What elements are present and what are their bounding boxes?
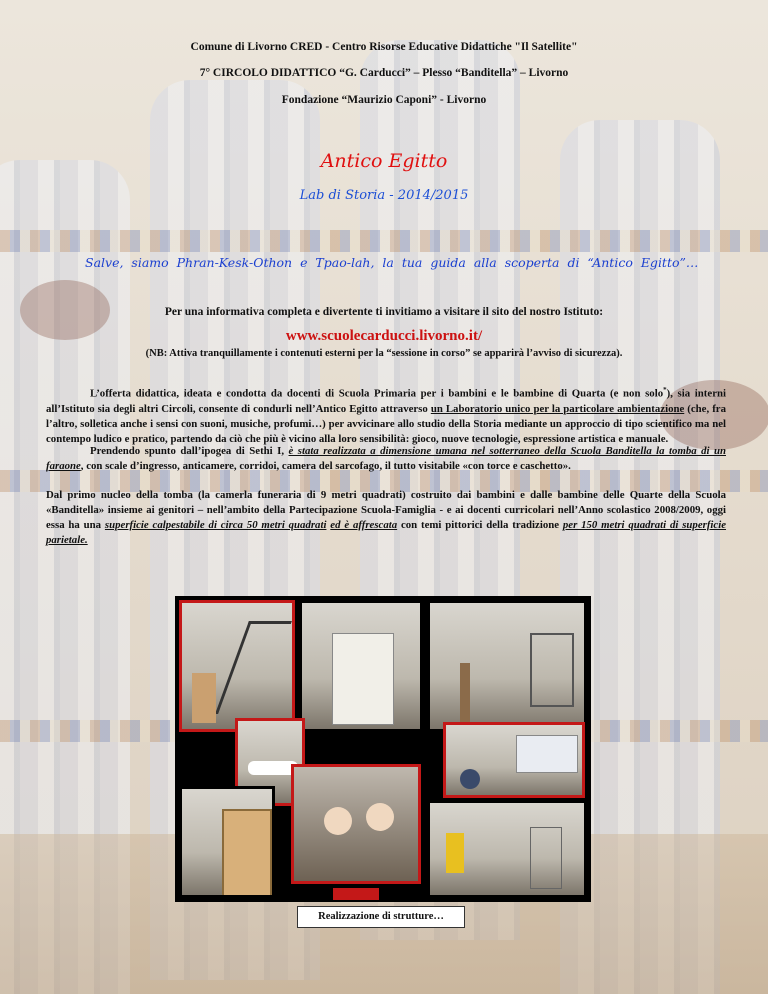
paragraph-tomb: Prendendo spunto dall’ipogea di Sethi I, è stata realizzata a dimensione umana nel sotterraneo della Scuola Banditella la tomba di un faraone, con scale d’ingresso, anticamere, corridoi, camera del sarcofago, il tutto visitabile «con torce e caschetto». xyxy=(46,445,726,472)
photo-collage xyxy=(175,596,591,902)
page-title: Antico Egitto xyxy=(320,150,448,172)
website-link[interactable]: www.scuolecarducci.livorno.it/ xyxy=(285,328,483,344)
page-subtitle: Lab di Storia - 2014/2015 xyxy=(299,188,469,203)
photo-children-room xyxy=(443,722,585,798)
photo-doorway xyxy=(299,600,423,732)
photo-shelves xyxy=(179,786,275,898)
header-line-3: Fondazione “Maurizio Caponi” - Livorno xyxy=(281,94,487,106)
security-note: (NB: Attiva tranquillamente i contenuti esterni per la “sessione in corso” se apparirà l’avviso di sicurezza). xyxy=(145,348,623,359)
header-line-2: 7° CIRCOLO DIDATTICO “G. Carducci” – Plesso “Banditella” – Livorno xyxy=(199,67,569,79)
paragraph-surface: Dal primo nucleo della tomba (la camerla funeraria di 9 metri quadrati) costruito dai bambini e dalle bambine delle Quarte della Scuola «Banditella» insieme ai genitori – nell’ambito della Partecipazione Scuola-Famiglia - e ai docenti curricolari nell’Anno scolastico 2008/2009, oggi essa ha una superficie calpestabile di circa 50 metri quadrati ed è affrescata con temi pittorici della tradizione per 150 metri quadrati di superficie parietale. xyxy=(46,489,727,546)
photo-empty-room xyxy=(427,800,587,898)
paragraph-offer: L’offerta didattica, ideata e condotta da docenti di Scuola Primaria per i bambini e le bambine di Quarta (e non solo*), sia interni all’Istituto sia degli altri Circoli, consente di condurli nell’Antico Egitto attraverso un Laboratorio unico per la particolare ambientazione (che, fra l’altro, solletica anche i sensi con suoni, musiche, profumi…) per avvicinare allo studio della Storia mediante un approccio di tipo scientifico ma nel contempo ludico e pratico, partendo da ciò che più è vicino alla loro sensibilità: gioco, nuove tecnologie, espressione artistica e manuale. xyxy=(46,386,726,445)
invite-text: Per una informativa completa e divertente ti invitiamo a visitare il sito del nostro Istituto: xyxy=(164,306,604,318)
photo-workroom xyxy=(427,600,587,732)
photo-badge xyxy=(333,888,379,900)
photo-caption: Realizzazione di strutture… xyxy=(297,906,465,928)
header-line-1: Comune di Livorno CRED - Centro Risorse Educative Didattiche "Il Satellite" xyxy=(190,41,578,53)
photo-children-group xyxy=(291,764,421,884)
photo-staircase xyxy=(179,600,295,732)
greeting-text: Salve, siamo Phran-Kesk-Othon e Tpao-lah, la tua guida alla scoperta di “Antico Egitto”… xyxy=(85,255,699,270)
